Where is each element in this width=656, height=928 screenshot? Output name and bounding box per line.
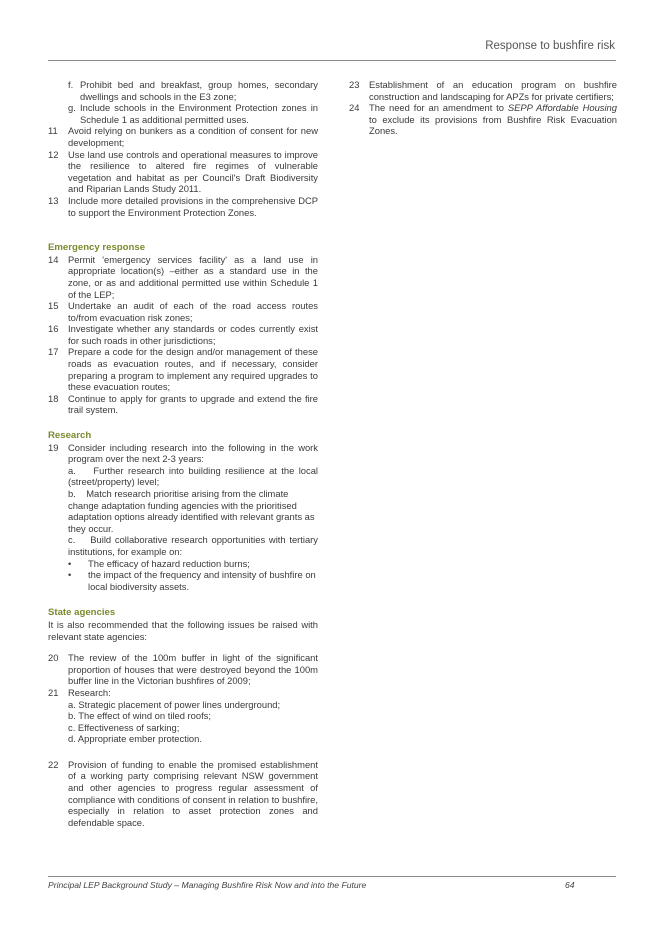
research-subitem: b. The effect of wind on tiled roofs; — [68, 710, 211, 722]
page-number: 64 — [565, 880, 575, 890]
list-item: 11 Avoid relying on bunkers as a condition of consent for new development; — [48, 125, 318, 148]
list-item: 20 The review of the 100m buffer in light of the significant proportion of houses that were destroyed beyond the 100m buffer line in the Victorian bushfires of 2009; — [48, 652, 318, 687]
research-subitem: a. Strategic placement of power lines underground; — [68, 698, 281, 710]
bullet-icon: • — [68, 557, 72, 569]
header-rule — [48, 60, 616, 61]
list-item: 17 Prepare a code for the design and/or management of these roads as evacuation routes, and if necessary, consider preparing a program to implement any required upgrades to these evacuation routes; — [48, 346, 318, 393]
list-item: 22 Provision of funding to enable the promised establishment of a working party comprising relevant NSW government and other agencies to progress regular assessment of compliance with conditions of consent in relation to bushfire, especially in relation to asset protection zones and defendable space. — [48, 758, 318, 828]
list-item: 21 Research: — [48, 686, 111, 698]
list-item: 13 Include more detailed provisions in the comprehensive DCP to support the Environment Protection Zones. — [48, 194, 318, 218]
section-heading-research: Research — [48, 430, 92, 442]
research-subitem-b: b. Match research prioritise arising from the climate change adaptation funding agencies with the prioritised adaptation options already identified with relevant grants as they occur. — [68, 488, 318, 534]
bullet-item: • the impact of the frequency and intensity of bushfire on local biodiversity assets. — [68, 569, 316, 592]
list-item: 23 Establishment of an education program on bushfire construction and landscaping for APZs for private certifiers; — [349, 79, 617, 102]
list-item: 15 Undertake an audit of each of the road access routes to/from evacuation risk zones; — [48, 300, 318, 323]
section-heading-state-agencies: State agencies — [48, 607, 116, 619]
bullet-item: • The efficacy of hazard reduction burns; — [68, 557, 250, 569]
list-subitem: g. Include schools in the Environment Protection zones in Schedule 1 as additional permitted uses. — [68, 102, 318, 125]
list-subitem: f. Prohibit bed and breakfast, group homes, secondary dwellings and schools in the E3 zone; — [68, 79, 318, 102]
research-subitem-c: c. Build collaborative research opportunities with tertiary institutions, for example on: — [68, 534, 321, 557]
research-subitem: d. Appropriate ember protection. — [68, 733, 202, 745]
list-item: 24 The need for an amendment to SEPP Affordable Housing to exclude its provisions from Bushfire Risk Evacuation Zones. — [349, 102, 617, 137]
research-subitem-a: a. Further research into building resilience at the local (street/property) level; — [68, 464, 321, 488]
list-item: 18 Continue to apply for grants to upgrade and extend the fire trail system. — [48, 392, 318, 416]
state-agencies-intro: It is also recommended that the following issues be raised with relevant state agencies: — [48, 618, 318, 642]
list-item: 19 Consider including research into the following in the work program over the next 2-3 years: — [48, 441, 318, 465]
footer-document-title: Principal LEP Background Study – Managing Bushfire Risk Now and into the Future — [48, 880, 367, 890]
footer-rule — [48, 876, 616, 877]
section-heading-emergency: Emergency response — [48, 242, 146, 254]
research-subitem: c. Effectiveness of sarking; — [68, 721, 180, 733]
list-item: 16 Investigate whether any standards or codes currently exist for such roads in other jurisdictions; — [48, 323, 318, 346]
list-item: 12 Use land use controls and operational measures to improve the resilience to altered fire regimes of vulnerable vegetation and habitat as per Council's Draft Biodiversity and Riparian Lands Study 2011. — [48, 148, 318, 195]
left-column — [48, 79, 321, 828]
page-header-title: Response to bushfire risk — [485, 40, 615, 52]
right-column — [349, 79, 617, 137]
list-item: 14 Permit 'emergency services facility' as a land use in appropriate location(s) –either as a standard use in the zone, or as and additional permitted use within Schedule 1 of the LEP; — [48, 253, 318, 300]
sepp-reference: SEPP Affordable Housing — [507, 102, 617, 114]
bullet-icon: • — [68, 569, 72, 581]
